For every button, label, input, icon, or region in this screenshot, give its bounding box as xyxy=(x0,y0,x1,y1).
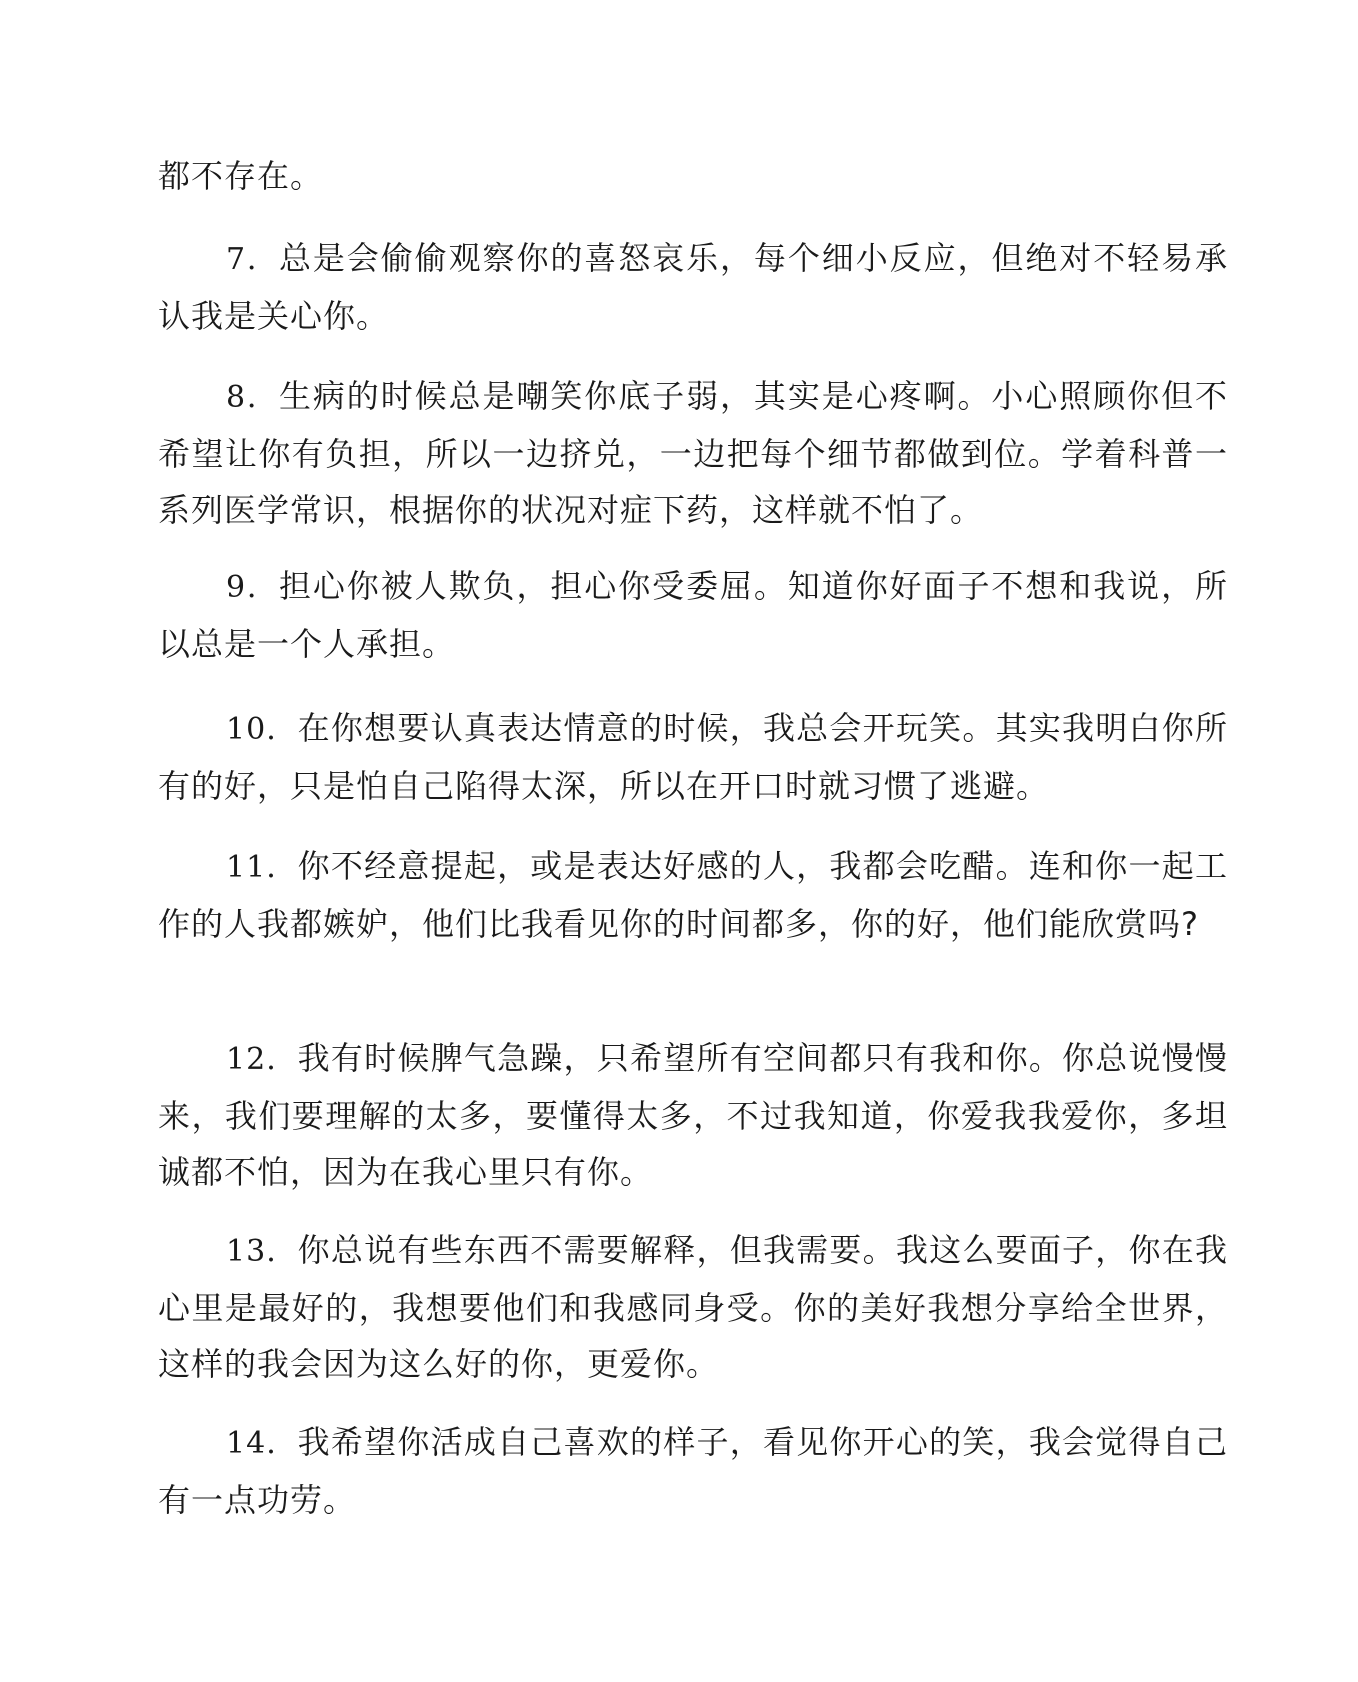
paragraph-number: 11． xyxy=(226,850,298,885)
paragraph-7 xyxy=(158,230,1228,344)
paragraph-number: 10． xyxy=(226,712,298,747)
paragraph-text: 我希望你活成自己喜欢的样子，看见你开心的笑，我会觉得自己有一点功劳。 xyxy=(158,1423,1228,1519)
paragraph-8 xyxy=(158,368,1228,538)
paragraph-12 xyxy=(158,1030,1228,1200)
paragraph-14 xyxy=(158,1414,1228,1528)
paragraph-text: 担心你被人欺负，担心你受委屈。知道你好面子不想和我说，所以总是一个人承担。 xyxy=(158,567,1228,663)
paragraph-11 xyxy=(158,838,1228,952)
paragraph-text: 生病的时候总是嘲笑你底子弱，其实是心疼啊。小心照顾你但不希望让你有负担，所以一边挤兑，一边把每个细节都做到位。学着科普一系列医学常识，根据你的状况对症下药，这样就不怕了。 xyxy=(158,377,1228,529)
paragraph-text: 我有时候脾气急躁，只希望所有空间都只有我和你。你总说慢慢来，我们要理解的太多，要懂得太多，不过我知道，你爱我我爱你，多坦诚都不怕，因为在我心里只有你。 xyxy=(158,1039,1228,1191)
paragraph-text: 在你想要认真表达情意的时候，我总会开玩笑。其实我明白你所有的好，只是怕自己陷得太深，所以在开口时就习惯了逃避。 xyxy=(158,709,1228,805)
paragraph-number: 8． xyxy=(226,380,279,415)
paragraph-text: 你不经意提起，或是表达好感的人，我都会吃醋。连和你一起工作的人我都嫉妒，他们比我看见你的时间都多，你的好，他们能欣赏吗? xyxy=(158,847,1228,943)
paragraph-number: 14． xyxy=(226,1426,298,1461)
paragraph-number: 9． xyxy=(226,570,279,605)
paragraph-number: 7． xyxy=(226,242,279,277)
paragraph-number: 13． xyxy=(226,1234,298,1269)
paragraph-text: 都不存在。 xyxy=(158,157,324,195)
paragraph-9 xyxy=(158,558,1228,672)
paragraph-number: 12． xyxy=(226,1042,298,1077)
paragraph-10 xyxy=(158,700,1228,814)
paragraph-text: 你总说有些东西不需要解释，但我需要。我这么要面子，你在我心里是最好的，我想要他们和我感同身受。你的美好我想分享给全世界，这样的我会因为这么好的你，更爱你。 xyxy=(158,1231,1228,1383)
paragraph-13 xyxy=(158,1222,1228,1392)
paragraph-text: 总是会偷偷观察你的喜怒哀乐，每个细小反应，但绝对不轻易承认我是关心你。 xyxy=(158,239,1228,335)
paragraph-6-tail xyxy=(158,148,1228,204)
